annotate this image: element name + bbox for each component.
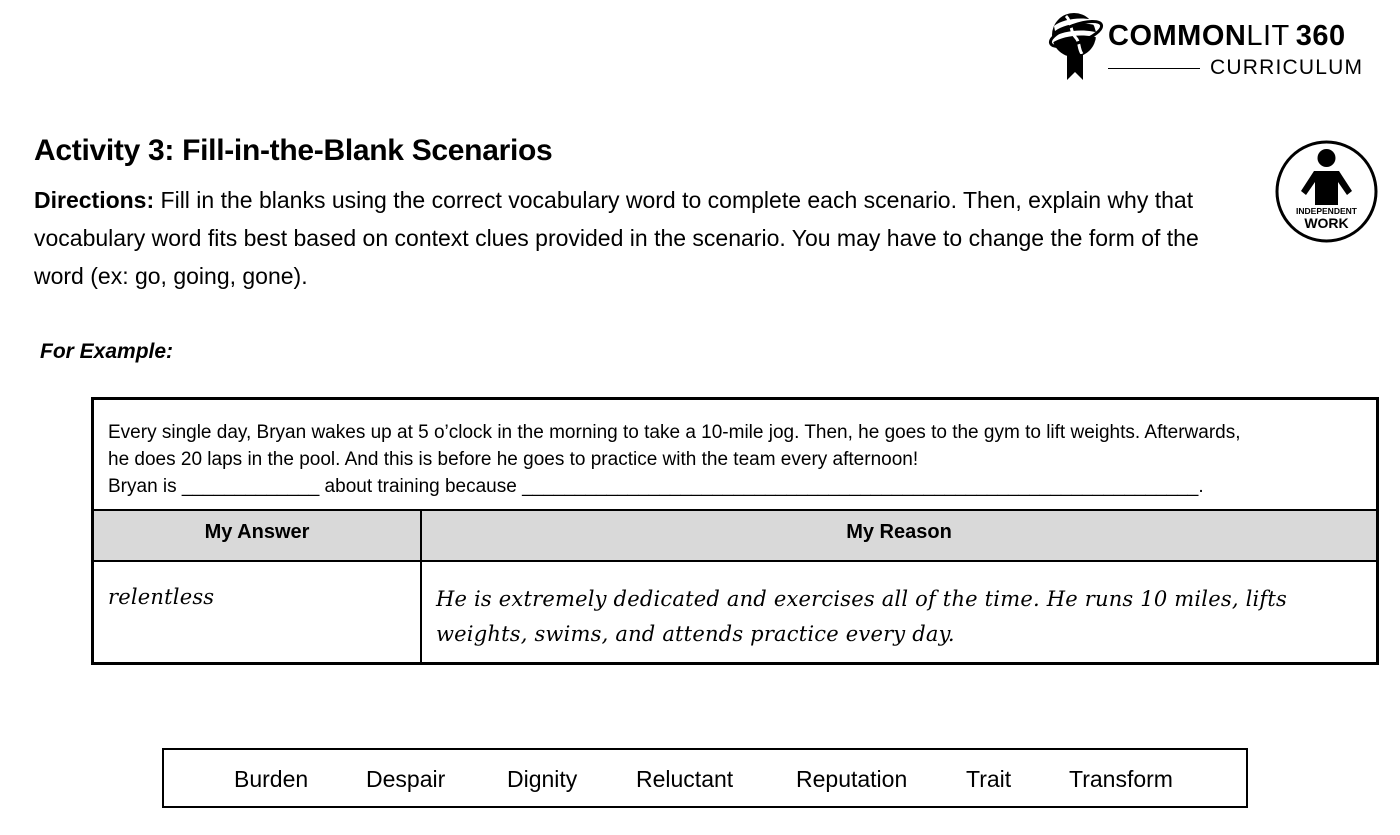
scenario-line: he does 20 laps in the pool. And this is before he goes to practice with the team every afternoon! — [108, 449, 919, 470]
commonlit-logo — [1046, 8, 1376, 83]
example-answer: relentless — [108, 585, 215, 609]
example-box — [91, 397, 1379, 665]
brand-bold: COMMON — [1108, 20, 1247, 52]
directions-text: Fill in the blanks using the correct vocabulary word to complete each scenario. Then, explain why that vocabulary word fits best based on context clues provided in the scenario. You may have to change the form of the word (ex: go, going, gone). — [34, 187, 1199, 289]
badge-line1: INDEPENDENT — [1296, 206, 1357, 216]
word-bank-item: Reputation — [796, 766, 908, 792]
logo-divider — [1108, 68, 1200, 69]
badge-line2: WORK — [1304, 215, 1349, 231]
directions — [34, 181, 1234, 295]
header-my-answer: My Answer — [204, 521, 310, 543]
example-reason: He is extremely dedicated and exercises all of the time. He runs 10 miles, lifts weights, swims, and attends practice every day. — [436, 587, 1287, 646]
word-bank-item: Reluctant — [636, 766, 734, 792]
word-bank-item: Dignity — [507, 766, 578, 792]
brand-light: LIT — [1246, 20, 1290, 52]
example-scenario — [108, 419, 1368, 500]
activity-title: Activity 3: Fill-in-the-Blank Scenarios — [34, 134, 553, 167]
scenario-line: Every single day, Bryan wakes up at 5 o’clock in the morning to take a 10-mile jog. Then, he goes to the gym to lift weights. Afterwards, — [108, 422, 1241, 443]
example-label: For Example: — [40, 340, 174, 363]
word-bank — [162, 748, 1248, 808]
word-bank-item: Transform — [1069, 766, 1173, 792]
word-bank-item: Burden — [234, 766, 309, 792]
scenario-prompt: Bryan is _____________ about training because ________________________________________________________________. — [108, 476, 1204, 497]
independent-work-badge — [1275, 140, 1378, 243]
brand-subtitle: CURRICULUM — [1210, 56, 1364, 79]
word-bank-item: Despair — [366, 766, 446, 792]
brand-name — [1108, 22, 1346, 51]
header-my-reason: My Reason — [846, 521, 952, 543]
globe-ribbon-icon — [1046, 8, 1104, 82]
word-bank-item: Trait — [966, 766, 1012, 792]
brand-number: 360 — [1295, 20, 1346, 52]
directions-label: Directions: — [34, 187, 155, 213]
